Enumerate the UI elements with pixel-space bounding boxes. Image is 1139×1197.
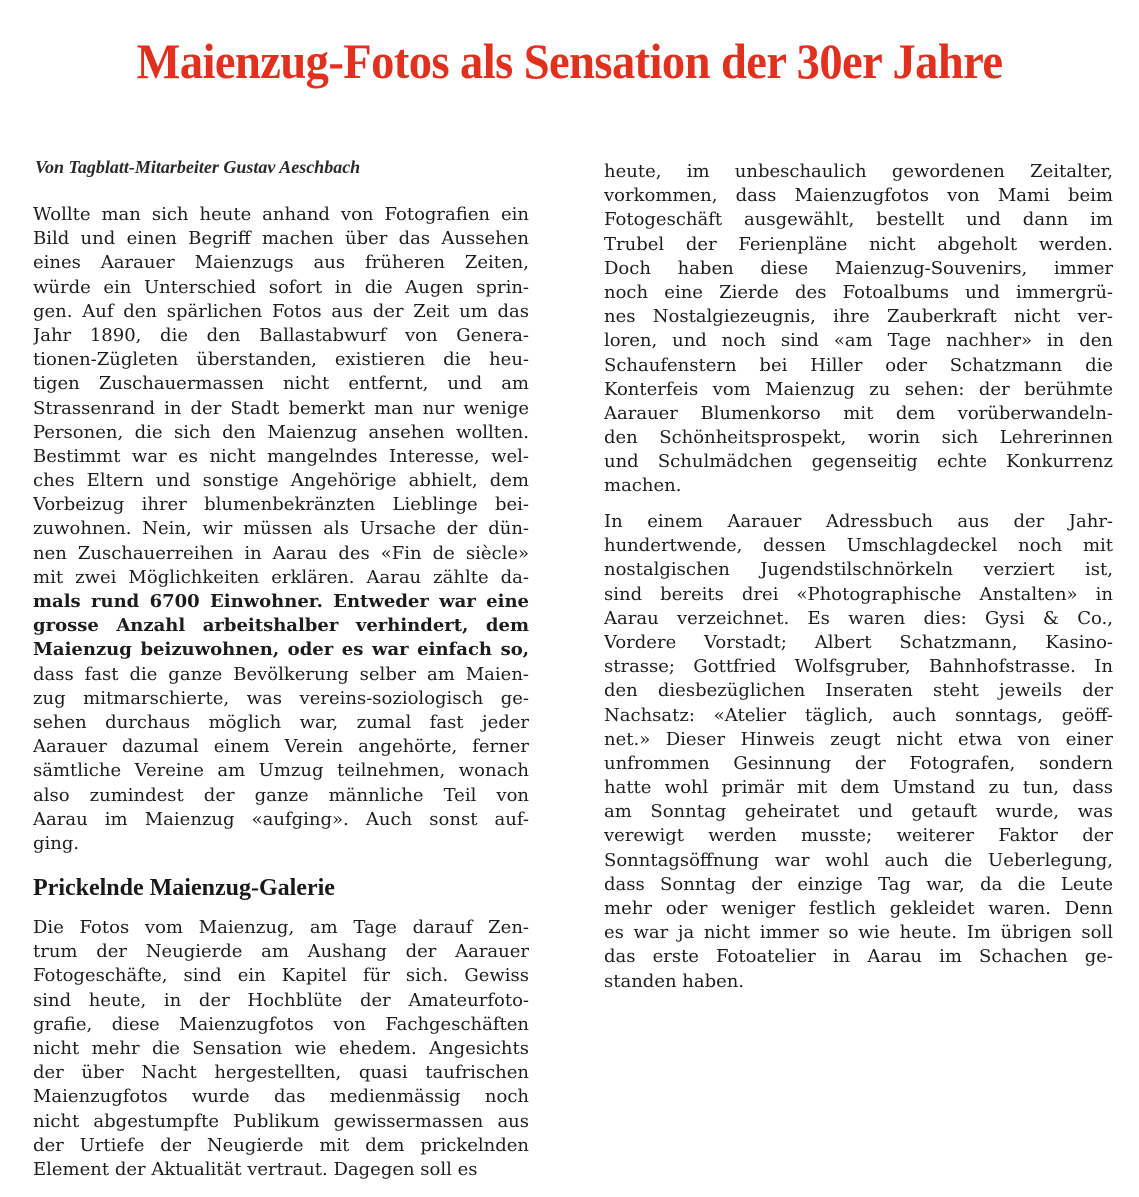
- text-line: sämtliche Vereine am Umzug teilnehmen, wonach: [33, 760, 529, 782]
- text-line: Sonntagsöffnung war wohl auch die Ueberlegung,: [604, 849, 1113, 871]
- text-line: Aarau verzeichnet. Es waren dies: Gysi & Co.,: [604, 607, 1113, 629]
- text-line: zug mitmarschierte, was vereins-soziologisch ge-: [33, 687, 529, 709]
- text-line: sind heute, in der Hochblüte der Amateurfoto-: [33, 989, 529, 1011]
- text-line: Aarauer Blumenkorso mit dem vorüberwandeln-: [604, 402, 1113, 424]
- text-line: sehen durchaus möglich war, zumal fast jeder: [33, 711, 529, 733]
- text-line: verewigt werden musste; weiterer Faktor der: [604, 825, 1113, 847]
- text-line: Fotogeschäfte, sind ein Kapitel für sich. Gewiss: [33, 965, 529, 987]
- text-line: eines Aarauer Maienzugs aus früheren Zeiten,: [33, 252, 529, 274]
- text-line: Bestimmt war es nicht mangelndes Interesse, wel-: [33, 445, 529, 467]
- text-line: Die Fotos vom Maienzug, am Tage darauf Zen-: [33, 917, 529, 938]
- text-line: tigen Zuschauermassen nicht entfernt, und am: [33, 373, 529, 395]
- text-line: hundertwende, dessen Umschlagdeckel noch mit: [604, 535, 1113, 557]
- text-line: mals rund 6700 Einwohner. Entweder war eine: [33, 591, 529, 612]
- article-headline: Maienzug-Fotos als Sensation der 30er Jahre: [136, 33, 1003, 89]
- right-column-continuation: [604, 160, 1113, 499]
- text-line: Personen, die sich den Maienzug ansehen wollten.: [33, 421, 529, 443]
- text-line: tionen-Zügleten überstanden, existieren die heu-: [33, 349, 529, 371]
- text-line: Vorbeizug ihrer blumenbekränzten Lieblinge bei-: [33, 494, 529, 516]
- text-line: nicht mehr die Sensation wie ehedem. Angesichts: [33, 1037, 529, 1059]
- text-line: Aarauer dazumal einem Verein angehörte, ferner: [33, 736, 529, 758]
- text-line: Konterfeis vom Maienzug zu sehen: der berühmte: [604, 378, 1113, 400]
- text-line: vorkommen, dass Maienzugfotos von Mami beim: [604, 185, 1113, 207]
- text-line: nostalgischen Jugendstilschnörkeln verziert ist,: [604, 559, 1113, 581]
- text-line: Aarau im Maienzug «aufging». Auch sonst auf-: [33, 808, 529, 830]
- text-line: unfrommen Gesinnung der Fotografen, sondern: [604, 752, 1113, 774]
- text-line: noch eine Zierde des Fotoalbums und immergrü-: [604, 281, 1113, 303]
- text-line: würde ein Unterschied sofort in die Augen sprin-: [33, 276, 529, 298]
- text-line: am Sonntag geheiratet und getauft wurde, was: [604, 801, 1113, 823]
- text-line: dass fast die ganze Bevölkerung selber am Maien-: [33, 663, 529, 685]
- text-line: nes Nostalgiezeugnis, ihre Zauberkraft nicht ver-: [604, 306, 1113, 328]
- text-line: heute, im unbeschaulich gewordenen Zeitalter,: [604, 161, 1113, 182]
- text-line: dass Sonntag der einzige Tag war, da die Leute: [604, 873, 1113, 895]
- text-line: loren, und noch sind «am Tage nachher» in den: [604, 330, 1113, 352]
- text-line: Maienzug beizuwohnen, oder es war einfach so,: [33, 639, 529, 661]
- text-line: Fotogeschäft ausgewählt, bestellt und dann im: [604, 209, 1113, 231]
- text-line: grosse Anzahl arbeitshalber verhindert, dem: [33, 615, 529, 637]
- text-line: net.» Dieser Hinweis zeugt nicht etwa von einer: [604, 728, 1113, 750]
- text-line: den diesbezüglichen Inseraten steht jeweils der: [604, 680, 1113, 702]
- text-line: Bild und einen Begriff machen über das Aussehen: [33, 228, 529, 250]
- text-line: den Schönheitsprospekt, worin sich Lehrerinnen: [604, 427, 1113, 449]
- text-line: zuwohnen. Nein, wir müssen als Ursache der dün-: [33, 518, 529, 540]
- text-line: Element der Aktualität vertraut. Dagegen soll es: [33, 1158, 478, 1180]
- text-line: In einem Aarauer Adressbuch aus der Jahr-: [604, 511, 1113, 532]
- left-column-intro: [33, 203, 529, 856]
- text-line: Nachsatz: «Atelier täglich, auch sonntags, geöff-: [604, 704, 1113, 726]
- text-line: der Urtiefe der Neugierde mit dem prickelnden: [33, 1134, 529, 1156]
- text-line: ches Eltern und sonstige Angehörige abhielt, dem: [33, 470, 529, 492]
- text-line: Jahr 1890, die den Ballastabwurf von Genera-: [33, 324, 529, 346]
- text-line: das erste Fotoatelier in Aarau im Schachen ge-: [604, 946, 1113, 968]
- text-line: mehr oder weniger festlich gekleidet waren. Denn: [604, 898, 1113, 919]
- section-subheading: Prickelnde Maienzug-Galerie: [33, 875, 335, 901]
- text-line: gen. Auf den spärlichen Fotos aus der Zeit um das: [33, 300, 529, 322]
- text-line: strasse; Gottfried Wolfsgruber, Bahnhofstrasse. In: [604, 656, 1113, 678]
- text-line: Wollte man sich heute anhand von Fotografien ein: [33, 204, 529, 225]
- text-line: nen Zuschauerreihen in Aarau des «Fin de siècle»: [33, 542, 529, 564]
- text-line: hatte wohl primär mit dem Umstand zu tun, dass: [604, 777, 1113, 799]
- text-line: mit zwei Möglichkeiten erklären. Aarau zählte da-: [33, 566, 529, 588]
- text-line: der über Nacht hergestellten, quasi taufrischen: [33, 1062, 529, 1084]
- text-line: machen.: [604, 475, 682, 497]
- text-line: sind bereits drei «Photographische Anstalten» in: [604, 583, 1113, 605]
- text-line: es war ja nicht immer so wie heute. Im übrigen soll: [604, 922, 1113, 944]
- text-line: Strassenrand in der Stadt bemerkt man nur wenige: [33, 397, 529, 419]
- text-line: ging.: [33, 832, 80, 854]
- article-byline: Von Tagblatt-Mitarbeiter Gustav Aeschbach: [35, 157, 361, 177]
- text-line: grafie, diese Maienzugfotos von Fachgeschäften: [33, 1013, 529, 1035]
- text-line: Vordere Vorstadt; Albert Schatzmann, Kasino-: [604, 631, 1113, 653]
- text-line: und Schulmädchen gegenseitig echte Konkurrenz: [604, 451, 1113, 473]
- text-line: Doch haben diese Maienzug-Souvenirs, immer: [604, 257, 1113, 279]
- text-line: also zumindest der ganze männliche Teil von: [33, 784, 529, 806]
- text-line: Maienzugfotos wurde das medienmässig noch: [33, 1086, 529, 1108]
- text-line: trum der Neugierde am Aushang der Aarauer: [33, 941, 529, 963]
- text-line: nicht abgestumpfte Publikum gewissermassen aus: [33, 1110, 529, 1132]
- right-column-address-book: [604, 510, 1113, 994]
- text-line: standen haben.: [604, 970, 745, 992]
- text-line: Schaufenstern bei Hiller oder Schatzmann die: [604, 354, 1113, 376]
- text-line: Trubel der Ferienpläne nicht abgeholt werden.: [604, 233, 1113, 255]
- left-column-gallery: [33, 916, 529, 1182]
